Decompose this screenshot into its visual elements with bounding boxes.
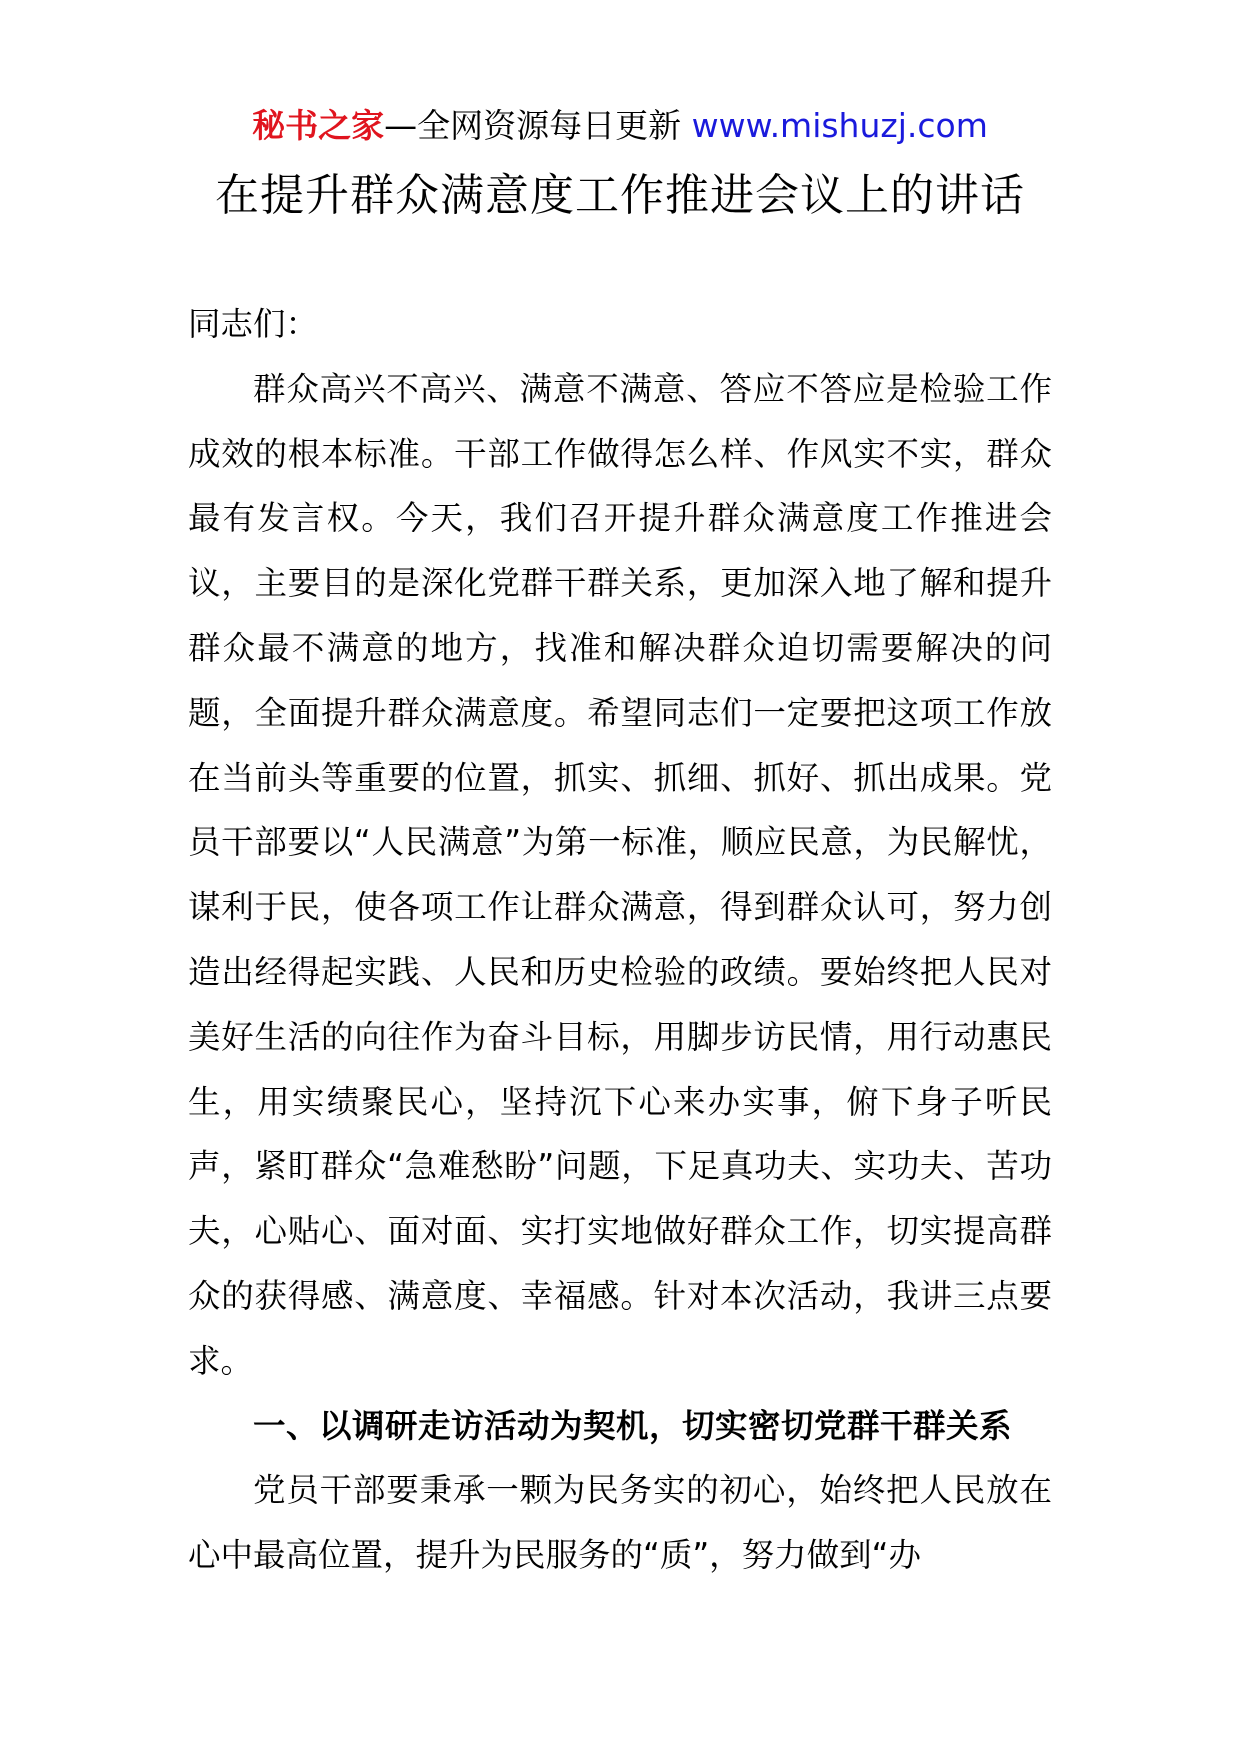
- site-url-link[interactable]: www.mishuzj.com: [691, 106, 988, 145]
- brand-name[interactable]: 秘书之家: [252, 106, 385, 145]
- document-title: 在提升群众满意度工作推进会议上的讲话: [215, 170, 1025, 221]
- salutation: 同志们：: [188, 305, 319, 343]
- site-header: [0, 104, 1240, 148]
- paragraph-section-1: 党员干部要秉承一颗为民务实的初心，始终把人民放在心中最高位置，提升为民服务的“质”，努力做到“办: [188, 1471, 1052, 1575]
- header-tagline: —全网资源每日更新: [384, 106, 682, 145]
- document-body: [188, 292, 1052, 1588]
- section-heading-1: 一、以调研走访活动为契机，切实密切党群干群关系: [253, 1406, 1013, 1445]
- paragraph-intro: 群众高兴不高兴、满意不满意、答应不答应是检验工作成效的根本标准。干部工作做得怎么样、作风实不实，群众最有发言权。今天，我们召开提升群众满意度工作推进会议，主要目的是深化党群干群关系，更加深入地了解和提升群众最不满意的地方，找准和解决群众迫切需要解决的问题，全面提升群众满意度。希望同志们一定要把这项工作放在当前头等重要的位置，抓实、抓细、抓好、抓出成果。党员干部要以“人民满意”为第一标准，顺应民意，为民解忧，谋利于民，使各项工作让群众满意，得到群众认可，努力创造出经得起实践、人民和历史检验的政绩。要始终把人民对美好生活的向往作为奋斗目标，用脚步访民情，用行动惠民生，用实绩聚民心，坚持沉下心来办实事，俯下身子听民声，紧盯群众“急难愁盼”问题，下足真功夫、实功夫、苦功夫，心贴心、面对面、实打实地做好群众工作，切实提高群众的获得感、满意度、幸福感。针对本次活动，我讲三点要求。: [188, 369, 1052, 1380]
